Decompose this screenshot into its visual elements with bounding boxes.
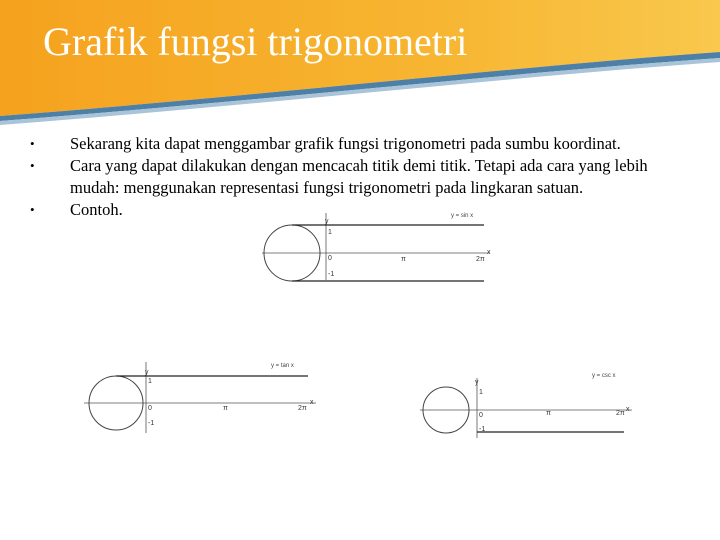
- function-label: y = csc x: [592, 373, 616, 379]
- x-tick-two-pi: 2π: [298, 405, 307, 412]
- bullet-text: Contoh.: [70, 200, 123, 219]
- x-axis-label: x: [626, 406, 630, 413]
- cosecant-graph: [420, 368, 640, 443]
- y-tick-top: 1: [328, 229, 332, 236]
- bullet-text: Cara yang dapat dilakukan dengan mencacah titik demi titik. Tetapi ada cara yang lebih mudah: menggunakan representasi fungsi trigonometri pada lingkaran satuan.: [70, 156, 648, 197]
- y-axis-label: y: [325, 218, 329, 225]
- bullet-text: Sekarang kita dapat menggambar grafik fungsi trigonometri pada sumbu koordinat.: [70, 134, 621, 153]
- y-axis-label: y: [475, 379, 479, 386]
- bullet-marker: •: [30, 202, 35, 217]
- sine-graph: [262, 208, 497, 288]
- x-axis-label: x: [487, 249, 491, 256]
- function-label: y = sin x: [451, 213, 474, 219]
- y-tick-top: 1: [479, 389, 483, 396]
- y-axis-label: y: [145, 369, 149, 376]
- y-tick-bottom: -1: [328, 271, 335, 278]
- x-tick-two-pi: 2π: [476, 256, 485, 263]
- bullet-marker: •: [30, 136, 35, 151]
- function-label: y = tan x: [271, 363, 294, 369]
- y-tick-zero: 0: [479, 412, 483, 419]
- tangent-graph: [84, 357, 324, 437]
- x-tick-pi: π: [401, 256, 406, 263]
- x-tick-pi: π: [223, 405, 228, 412]
- bullet-marker: •: [30, 158, 35, 173]
- bullet-item: [30, 133, 690, 155]
- y-tick-zero: 0: [148, 405, 152, 412]
- y-tick-bottom: -1: [479, 426, 486, 433]
- y-tick-top: 1: [148, 378, 152, 385]
- y-tick-zero: 0: [328, 255, 332, 262]
- bullet-item: [30, 155, 690, 199]
- slide-title: Grafik fungsi trigonometri: [43, 19, 468, 64]
- x-axis-label: x: [310, 399, 314, 406]
- y-tick-bottom: -1: [148, 420, 155, 427]
- x-tick-two-pi: 2π: [616, 410, 625, 417]
- x-tick-pi: π: [546, 410, 551, 417]
